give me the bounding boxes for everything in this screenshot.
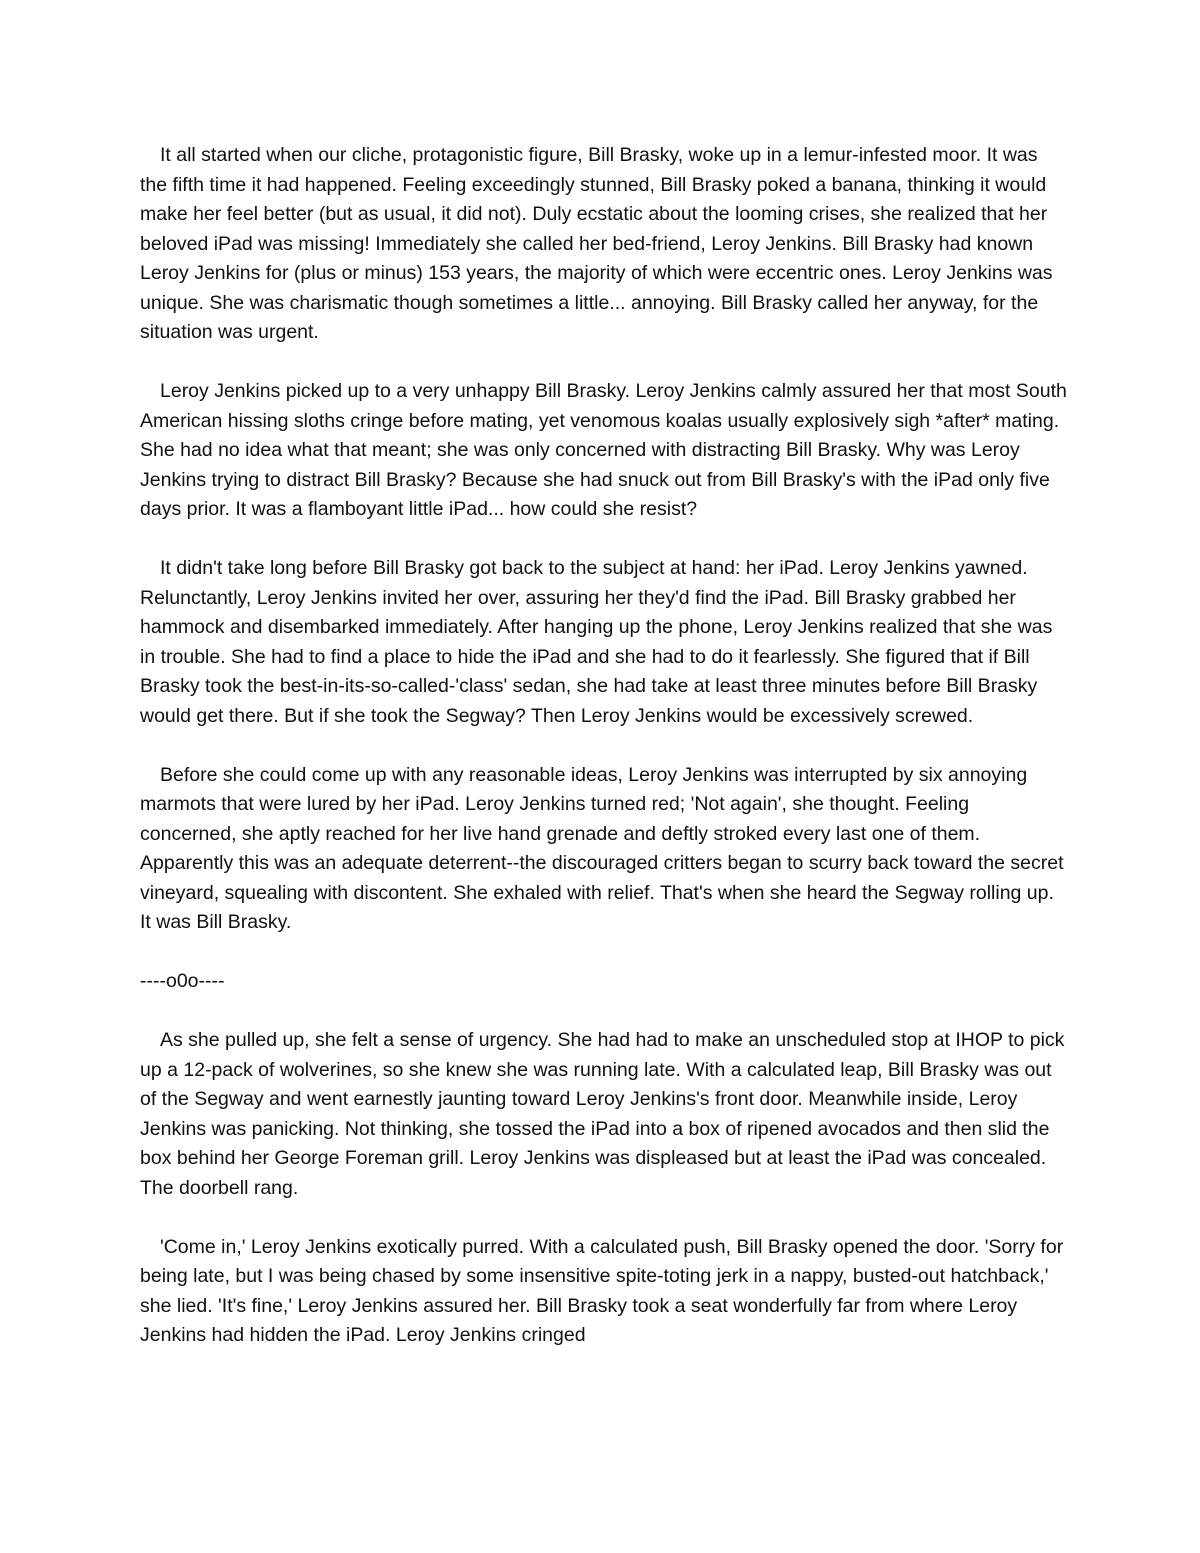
paragraph-6: 'Come in,' Leroy Jenkins exotically purred. With a calculated push, Bill Brasky opened the door. 'Sorry for being late, but I was being chased by some insensitive spite-toting jerk in a nappy, busted-out hatchback,' she lied. 'It's fine,' Leroy Jenkins assured her. Bill Brasky took a seat wonderfully far from where Leroy Jenkins had hidden the iPad. Leroy Jenkins cringed	[140, 1235, 1064, 1346]
document-body	[140, 141, 1070, 1380]
section-separator: ----o0o----	[140, 970, 225, 992]
paragraph-2: Leroy Jenkins picked up to a very unhappy Bill Brasky. Leroy Jenkins calmly assured her that most South American hissing sloths cringe before mating, yet venomous koalas usually explosively sigh *after* mating. She had no idea what that meant; she was only concerned with distracting Bill Brasky. Why was Leroy Jenkins trying to distract Bill Brasky? Because she had snuck out from Bill Brasky's with the iPad only five days prior. It was a flamboyant little iPad... how could she resist?	[140, 380, 1067, 520]
paragraph-4: Before she could come up with any reasonable ideas, Leroy Jenkins was interrupted by six annoying marmots that were lured by her iPad. Leroy Jenkins turned red; 'Not again', she thought. Feeling concerned, she aptly reached for her live hand grenade and deftly stroked every last one of them. Apparently this was an adequate deterrent--the discouraged critters began to scurry back toward the secret vineyard, squealing with discontent. She exhaled with relief. That's when she heard the Segway rolling up. It was Bill Brasky.	[140, 763, 1064, 933]
paragraph-1: It all started when our cliche, protagonistic figure, Bill Brasky, woke up in a lemur-infested moor. It was the fifth time it had happened. Feeling exceedingly stunned, Bill Brasky poked a banana, thinking it would make her feel better (but as usual, it did not). Duly ecstatic about the looming crises, she realized that her beloved iPad was missing! Immediately she called her bed-friend, Leroy Jenkins. Bill Brasky had known Leroy Jenkins for (plus or minus) 153 years, the majority of which were eccentric ones. Leroy Jenkins was unique. She was charismatic though sometimes a little... annoying. Bill Brasky called her anyway, for the situation was urgent.	[140, 144, 1053, 343]
paragraph-5: As she pulled up, she felt a sense of urgency. She had had to make an unscheduled stop at IHOP to pick up a 12-pack of wolverines, so she knew she was running late. With a calculated leap, Bill Brasky was out of the Segway and went earnestly jaunting toward Leroy Jenkins's front door. Meanwhile inside, Leroy Jenkins was panicking. Not thinking, she tossed the iPad into a box of ripened avocados and then slid the box behind her George Foreman grill. Leroy Jenkins was displeased but at least the iPad was concealed. The doorbell rang.	[140, 1029, 1065, 1199]
paragraph-3: It didn't take long before Bill Brasky got back to the subject at hand: her iPad. Leroy Jenkins yawned. Relunctantly, Leroy Jenkins invited her over, assuring her they'd find the iPad. Bill Brasky grabbed her hammock and disembarked immediately. After hanging up the phone, Leroy Jenkins realized that she was in trouble. She had to find a place to hide the iPad and she had to do it fearlessly. She figured that if Bill Brasky took the best-in-its-so-called-'class' sedan, she had take at least three minutes before Bill Brasky would get there. But if she took the Segway? Then Leroy Jenkins would be excessively screwed.	[140, 557, 1053, 727]
